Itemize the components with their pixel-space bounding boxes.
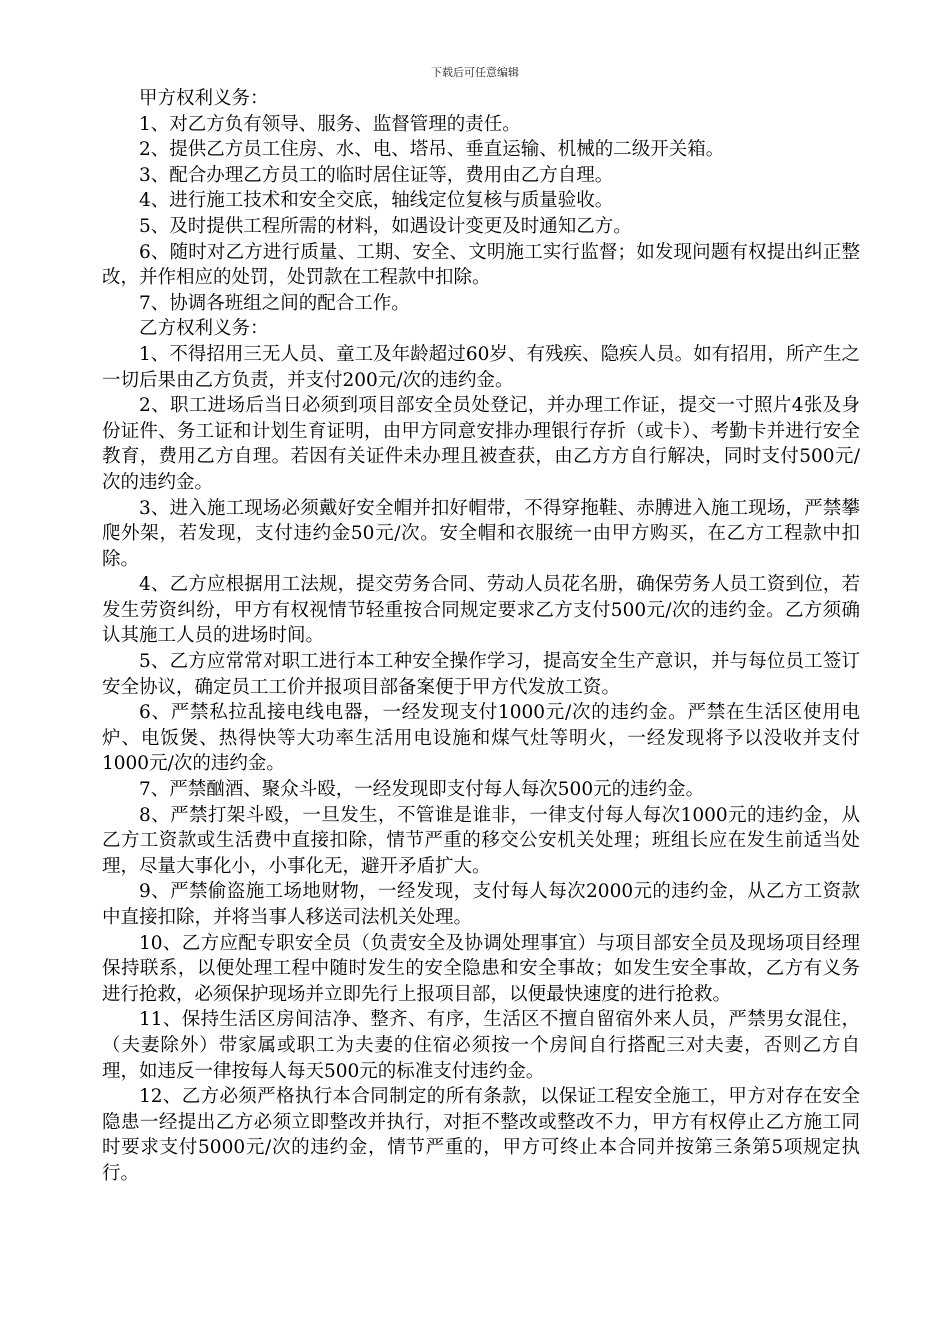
- paragraph: 12、乙方必须严格执行本合同制定的所有条款，以保证工程安全施工，甲方对存在安全隐患一经提出乙方必须立即整改并执行，对拒不整改或整改不力，甲方有权停止乙方施工同时要求支付5000元/次的违约金，情节严重的，甲方可终止本合同并按第三条第5项规定执行。: [102, 1086, 860, 1184]
- paragraph: 2、提供乙方员工住房、水、电、塔吊、垂直运输、机械的二级开关箱。: [139, 139, 725, 161]
- paragraph: 4、乙方应根据用工法规，提交劳务合同、劳动人员花名册，确保劳务人员工资到位，若发生劳资纠纷，甲方有权视情节轻重按合同规定要求乙方支付500元/次的违约金。乙方须确认其施工人员的进场时间。: [102, 574, 860, 647]
- paragraph: 3、进入施工现场必须戴好安全帽并扣好帽带，不得穿拖鞋、赤膊进入施工现场，严禁攀爬外架，若发现，支付违约金50元/次。安全帽和衣服统一由甲方购买，在乙方工程款中扣除。: [102, 497, 860, 570]
- paragraph: 11、保持生活区房间洁净、整齐、有序，生活区不擅自留宿外来人员，严禁男女混住，（夫妻除外）带家属或职工为夫妻的住宿必须按一个房间自行搭配三对夫妻，否则乙方自理，如违反一律按每人每天500元的标准支付违约金。: [102, 1009, 860, 1082]
- paragraph: 7、严禁酗酒、聚众斗殴，一经发现即支付每人每次500元的违约金。: [139, 779, 705, 801]
- paragraph: 1、对乙方负有领导、服务、监督管理的责任。: [139, 113, 521, 135]
- page-header: 下载后可任意编辑: [431, 66, 519, 79]
- paragraph: 2、职工进场后当日必须到项目部安全员处登记，并办理工作证，提交一寸照片4张及身份证件、务工证和计划生育证明，由甲方同意安排办理银行存折（或卡）、考勤卡并进行安全教育，费用乙方自理。若因有关证件未办理且被查获，由乙方方自行解决，同时支付500元/次的违约金。: [102, 395, 860, 493]
- paragraph: 4、进行施工技术和安全交底，轴线定位复核与质量验收。: [139, 190, 614, 212]
- document-body: [102, 86, 860, 1187]
- section-heading-party-a: 甲方权利义务：: [139, 88, 269, 109]
- paragraph: 8、严禁打架斗殴，一旦发生，不管谁是谁非，一律支付每人每次1000元的违约金，从乙方工资款或生活费中直接扣除，情节严重的移交公安机关处理；班组长应在发生前适当处理，尽量大事化小，小事化无，避开矛盾扩大。: [102, 804, 860, 877]
- paragraph: 1、不得招用三无人员、童工及年龄超过60岁、有残疾、隐疾人员。如有招用，所产生之一切后果由乙方负责，并支付200元/次的违约金。: [102, 343, 860, 391]
- paragraph: 6、随时对乙方进行质量、工期、安全、文明施工实行监督；如发现问题有权提出纠正整改，并作相应的处罚，处罚款在工程款中扣除。: [102, 241, 860, 289]
- section-heading-party-b: 乙方权利义务：: [139, 318, 269, 340]
- paragraph: 5、乙方应常常对职工进行本工种安全操作学习，提高安全生产意识，并与每位员工签订安全协议，确定员工工价并报项目部备案便于甲方代发放工资。: [102, 651, 860, 698]
- paragraph: 3、配合办理乙方员工的临时居住证等，费用由乙方自理。: [139, 164, 614, 186]
- paragraph: 10、乙方应配专职安全员（负责安全及协调处理事宜）与项目部安全员及现场项目经理保持联系，以便处理工程中随时发生的安全隐患和安全事故；如发生安全事故，乙方有义务进行抢救，必须保护现场并立即先行上报项目部，以便最快速度的进行抢救。: [102, 932, 860, 1005]
- paragraph: 9、严禁偷盗施工场地财物，一经发现，支付每人每次2000元的违约金，从乙方工资款中直接扣除，并将当事人移送司法机关处理。: [102, 881, 860, 928]
- paragraph: 7、协调各班组之间的配合工作。: [139, 292, 410, 314]
- paragraph: 5、及时提供工程所需的材料，如遇设计变更及时通知乙方。: [139, 215, 632, 237]
- paragraph: 6、严禁私拉乱接电线电器，一经发现支付1000元/次的违约金。严禁在生活区使用电炉、电饭煲、热得快等大功率生活用电设施和煤气灶等明火，一经发现将予以没收并支付1000元/次的违约金。: [102, 702, 860, 775]
